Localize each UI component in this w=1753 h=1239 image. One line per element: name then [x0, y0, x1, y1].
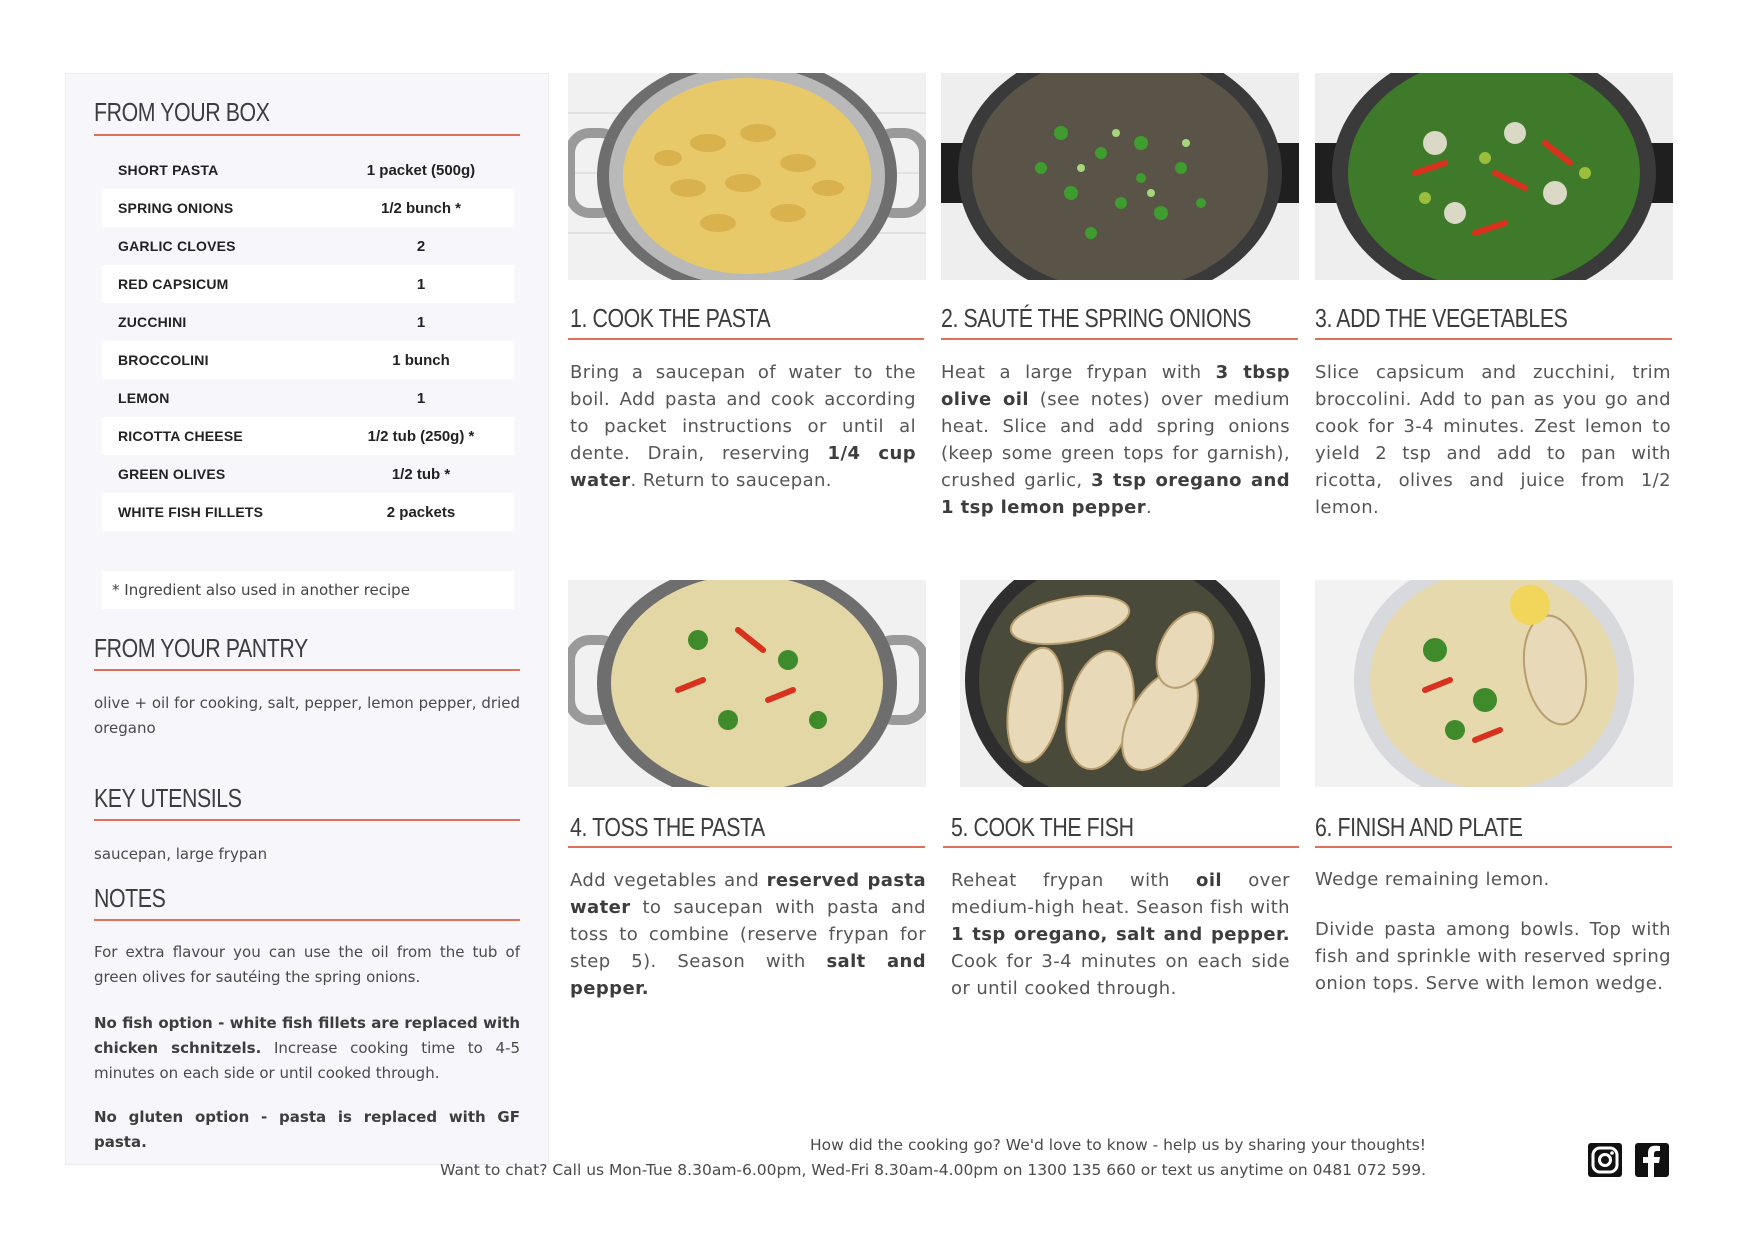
note-olive-oil: For extra flavour you can use the oil from the tub of green olives for sautéing the spring onions.	[94, 943, 520, 986]
step-2-photo	[941, 73, 1299, 280]
note-no-fish	[94, 1011, 520, 1086]
divider	[1315, 846, 1672, 848]
notes-heading: NOTES	[94, 883, 166, 913]
step-5-title: 5. COOK THE FISH	[951, 812, 1134, 842]
instruction-text: Heat a large frypan with	[941, 362, 1216, 383]
instruction-emphasis: 3 tsp oregano and 1 tsp lemon pepper	[941, 470, 1291, 518]
instruction-emphasis: salt and pepper.	[570, 951, 927, 999]
ingredient-row	[102, 493, 514, 531]
ingredient-name: WHITE FISH FILLETS	[118, 504, 264, 520]
instruction-emphasis: oil	[1196, 870, 1222, 891]
step-4-title: 4. TOSS THE PASTA	[570, 812, 765, 842]
ingredient-quantity: 1	[416, 275, 426, 293]
step-6-instructions	[1315, 866, 1671, 893]
divider	[94, 919, 520, 921]
ingredient-name: SPRING ONIONS	[118, 200, 234, 216]
instruction-text: to saucepan with pasta and toss to combine (reserve frypan for step 5). Season with	[570, 897, 926, 972]
ingredient-quantity: 2	[416, 237, 426, 255]
divider	[568, 846, 925, 848]
ingredient-quantity: 2 packets	[386, 503, 456, 521]
divider	[941, 338, 1298, 340]
step-3-instructions	[1315, 359, 1671, 521]
ingredient-quantity: 1 bunch	[392, 351, 450, 369]
step-6-title: 6. FINISH AND PLATE	[1315, 812, 1523, 842]
ingredient-name: GARLIC CLOVES	[118, 238, 236, 254]
step-2-instructions	[941, 359, 1290, 521]
note-no-gluten	[94, 1105, 520, 1155]
step-4-photo	[568, 580, 926, 787]
instruction-text: over medium-high heat. Season fish with	[951, 870, 1290, 918]
instruction-text: Wedge remaining lemon.	[1315, 869, 1550, 890]
ingredient-table	[102, 151, 514, 531]
instruction-text: Cook for 3-4 minutes on each side or until cooked through.	[951, 951, 1290, 999]
ingredient-quantity: 1/2 bunch *	[380, 199, 462, 217]
ingredient-name: RED CAPSICUM	[118, 276, 229, 292]
ingredient-row	[102, 151, 514, 189]
step-5-instructions	[951, 867, 1290, 1002]
key-utensils-heading: KEY UTENSILS	[94, 783, 242, 813]
step-2-title: 2. SAUTÉ THE SPRING ONIONS	[941, 303, 1251, 333]
ingredient-quantity: 1	[416, 313, 426, 331]
feedback-text: How did the cooking go? We'd love to know - help us by sharing your thoughts!	[809, 1136, 1426, 1154]
divider	[94, 134, 520, 136]
ingredient-note: * Ingredient also used in another recipe	[102, 571, 514, 609]
divider	[94, 819, 520, 821]
instruction-emphasis: reserved pasta water	[570, 870, 926, 918]
ingredient-name: RICOTTA CHEESE	[118, 428, 243, 444]
instruction-text: Slice capsicum and zucchini, trim broccolini. Add to pan as you go and cook for 3-4 minutes. Zest lemon to yield 2 tsp and add to pan with ricotta, olives and juice from 1/2 lemon.	[1315, 362, 1671, 518]
ingredient-name: SHORT PASTA	[118, 162, 219, 178]
step-5-photo	[960, 580, 1280, 787]
utensils-text: saucepan, large frypan	[94, 845, 268, 863]
divider	[943, 846, 1299, 848]
ingredient-row	[102, 227, 514, 265]
facebook-icon[interactable]	[1634, 1142, 1670, 1178]
ingredient-row	[102, 189, 514, 227]
step-1-instructions	[570, 359, 916, 494]
contact-text: Want to chat? Call us Mon-Tue 8.30am-6.00pm, Wed-Fri 8.30am-4.00pm on 1300 135 660 or text us anytime on 0481 072 599.	[440, 1161, 1426, 1179]
instruction-text: . Return to saucepan.	[630, 470, 832, 491]
step-6-photo	[1315, 580, 1673, 787]
instagram-icon[interactable]	[1587, 1142, 1623, 1178]
step-4-instructions	[570, 867, 926, 1002]
ingredient-quantity: 1/2 tub (250g) *	[367, 427, 475, 445]
from-your-pantry-heading: FROM YOUR PANTRY	[94, 633, 308, 663]
instruction-text: .	[1146, 497, 1153, 518]
instruction-text: Add vegetables and	[570, 870, 767, 891]
ingredient-row	[102, 455, 514, 493]
step-1-title: 1. COOK THE PASTA	[570, 303, 771, 333]
step-6-instructions-2: Divide pasta among bowls. Top with fish and sprinkle with reserved spring onion tops. Serve with lemon wedge.	[1315, 919, 1671, 994]
note-no-gluten-bold: No gluten option - pasta is replaced with GF pasta.	[94, 1108, 520, 1151]
note-no-fish-bold: No fish option - white fish fillets are replaced with chicken schnitzels.	[94, 1014, 520, 1057]
ingredient-row	[102, 303, 514, 341]
instruction-text: Bring a saucepan of water to the boil. Add pasta and cook according to packet instructions or until al dente. Drain, reserving	[570, 362, 916, 464]
instruction-text: (see notes) over medium heat. Slice and add spring onions (keep some green tops for garnish), crushed garlic,	[941, 389, 1290, 491]
ingredient-row	[102, 265, 514, 303]
ingredient-name: ZUCCHINI	[118, 314, 187, 330]
divider	[568, 338, 924, 340]
instruction-emphasis: 1/4 cup water	[570, 443, 916, 491]
note-no-fish-rest: Increase cooking time to 4-5 minutes on each side or until cooked through.	[94, 1039, 520, 1082]
ingredient-row	[102, 417, 514, 455]
instruction-emphasis: 1 tsp oregano, salt and pepper.	[951, 924, 1290, 945]
step-3-photo	[1315, 73, 1673, 280]
instruction-text: Reheat frypan with	[951, 870, 1197, 891]
ingredients-sidebar	[65, 73, 549, 1165]
ingredient-name: GREEN OLIVES	[118, 466, 226, 482]
ingredient-quantity: 1/2 tub *	[391, 465, 451, 483]
from-your-box-heading: FROM YOUR BOX	[94, 97, 270, 127]
divider	[94, 669, 520, 671]
ingredient-quantity: 1 packet (500g)	[366, 161, 476, 179]
pantry-text: olive + oil for cooking, salt, pepper, lemon pepper, dried oregano	[94, 694, 520, 737]
step-1-photo	[568, 73, 926, 280]
ingredient-row	[102, 341, 514, 379]
instruction-emphasis: 3 tbsp olive oil	[941, 362, 1290, 410]
ingredient-quantity: 1	[416, 389, 426, 407]
divider	[1315, 338, 1672, 340]
ingredient-row	[102, 379, 514, 417]
step-3-title: 3. ADD THE VEGETABLES	[1315, 303, 1568, 333]
ingredient-name: BROCCOLINI	[118, 352, 209, 368]
ingredient-name: LEMON	[118, 390, 170, 406]
